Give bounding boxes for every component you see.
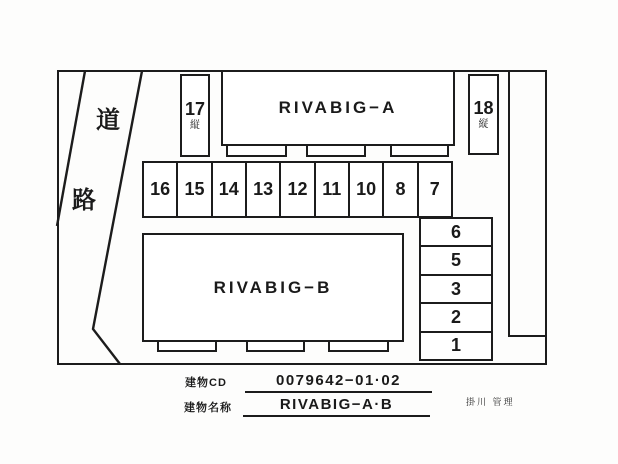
building-name-label: 建物名称: [184, 402, 232, 414]
stall-15: 15: [178, 163, 212, 216]
stall-10: 10: [350, 163, 384, 216]
building-a-entrance-tab: [306, 146, 366, 157]
building-cd-value: 0079642−01·02: [245, 373, 432, 393]
stall-5: 5: [421, 247, 491, 275]
building-b-label: RIVABIG−B: [213, 277, 333, 297]
stall-6: 6: [421, 219, 491, 247]
building-name-value: RIVABIG−A·B: [243, 397, 430, 417]
building-b-entrance-tab: [246, 342, 305, 352]
stall-12: 12: [281, 163, 315, 216]
building-b-entrance-tab: [328, 342, 389, 352]
stall-7: 7: [429, 179, 440, 199]
stall-17-vertical: [180, 74, 210, 157]
stall-number: 18: [473, 98, 494, 118]
stall-3: 3: [421, 276, 491, 304]
stall-column: [419, 217, 493, 361]
building-b-entrance-tab: [157, 342, 217, 352]
stall-11: 11: [316, 163, 350, 216]
road-label-char-1: 道: [96, 107, 120, 134]
stall-row: [142, 161, 453, 218]
road-label-char-2: 路: [72, 187, 96, 214]
stall-13: 13: [247, 163, 281, 216]
stall-1: 1: [450, 335, 461, 356]
stall-14: 14: [213, 163, 247, 216]
building-a-entrance-tab: [226, 146, 287, 157]
stall-16: 16: [144, 163, 178, 216]
stall-vertical-suffix: 縦: [190, 120, 200, 131]
building-a-entrance-tab: [390, 146, 449, 157]
stall-vertical-suffix: 縦: [478, 119, 489, 130]
management-note: 掛川 管理: [466, 397, 515, 407]
right-boundary-strip: [508, 72, 547, 337]
stall-2: 2: [421, 304, 491, 332]
stall-8: 8: [384, 163, 418, 216]
building-b: [142, 233, 404, 342]
building-cd-label: 建物CD: [185, 377, 227, 389]
building-a: [221, 70, 455, 146]
stall-18-vertical: [468, 74, 499, 155]
stall-number: 17: [184, 99, 206, 119]
building-a-label: RIVABIG−A: [278, 98, 398, 117]
